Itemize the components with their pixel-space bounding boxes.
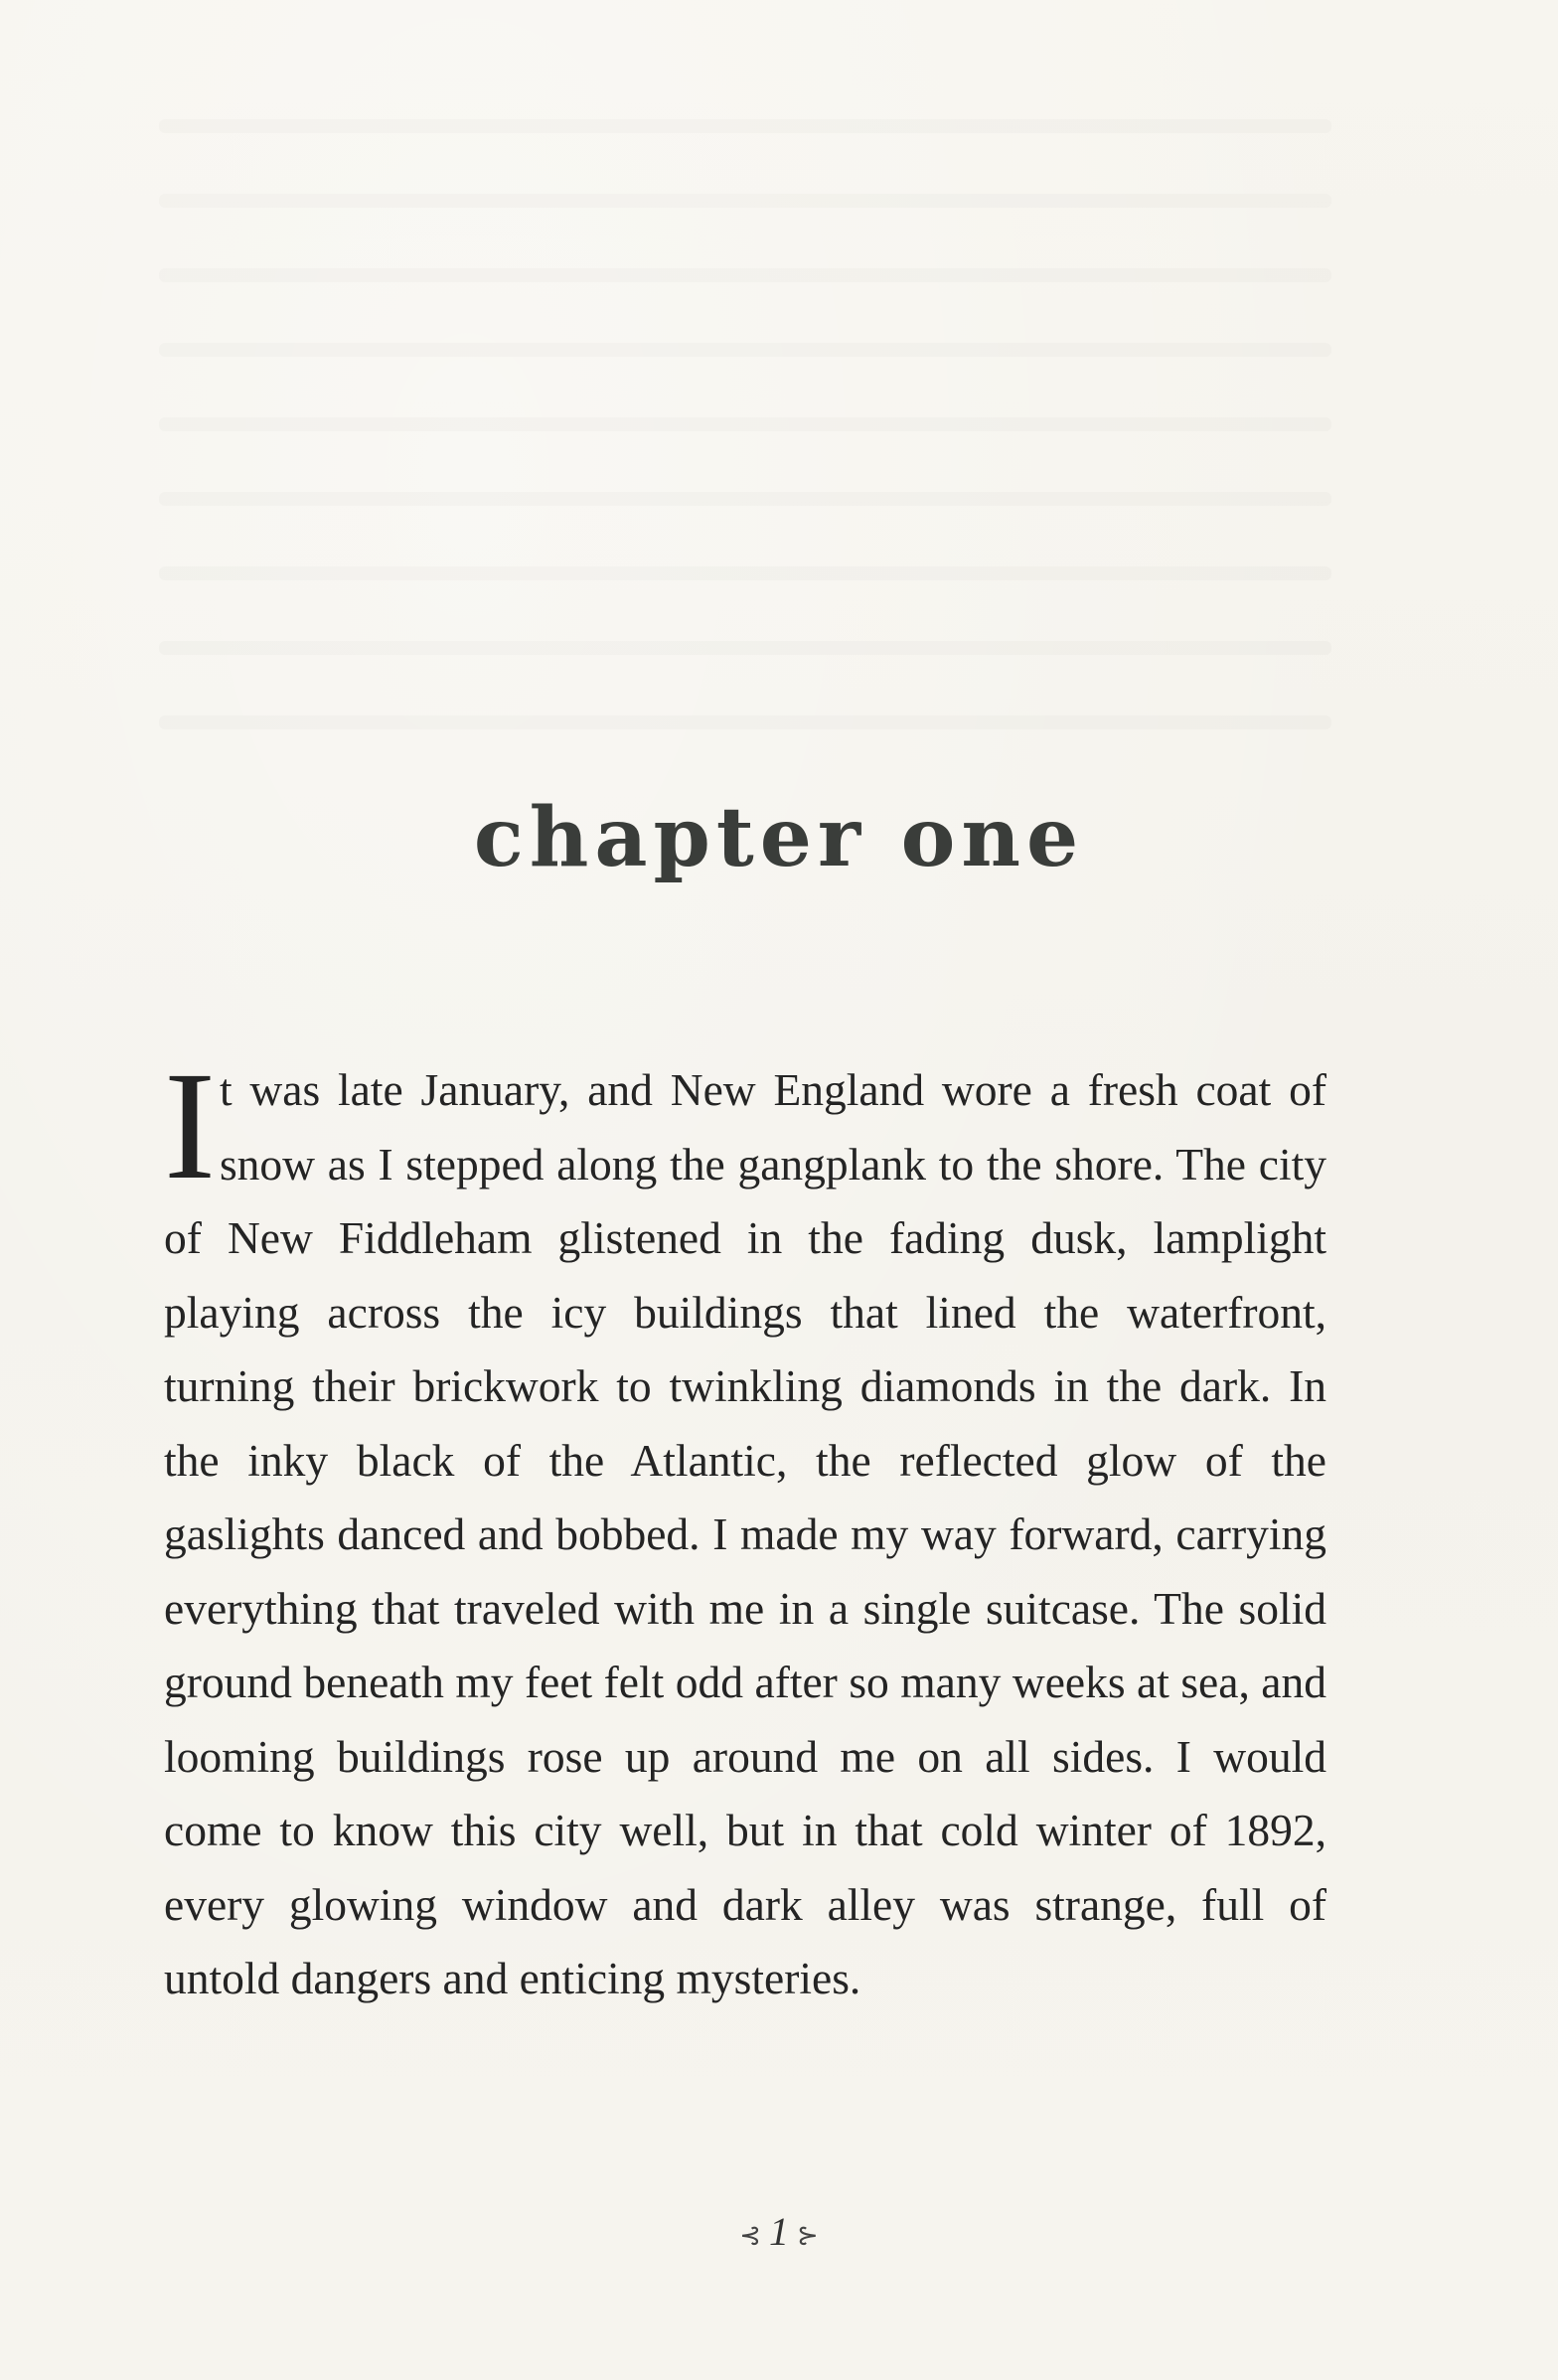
show-through-line <box>159 417 1331 431</box>
show-through-line <box>159 492 1331 506</box>
page-number: 1 <box>769 2209 789 2254</box>
body-paragraph <box>164 1039 1326 2016</box>
show-through-line <box>159 641 1331 655</box>
chapter-title: chapter one <box>473 790 1085 885</box>
right-ornament-icon: ⊱ <box>797 2220 819 2250</box>
paragraph-text: t was late January, and New England wore a fresh coat of snow as I stepped along the gangplank to the shore. The city of New Fiddleham glistened in the fading dusk, lamplight playing across the icy buildings that lined the waterfront, turning their brickwork to twinkling diamonds in the dark. In the inky black of the Atlantic, the reflected glow of the gaslights danced and bobbed. I made my way forward, carrying everything that traveled with me in a single suitcase. The solid ground beneath my feet felt odd after so many weeks at sea, and looming buildings rose up around me on all sides. I would come to know this city well, but in that cold winter of 1892, every glowing window and dark alley was strange, full of untold dangers and enticing mysteries. <box>164 1064 1326 2003</box>
show-through-line <box>159 566 1331 580</box>
show-through-line <box>159 119 1331 133</box>
drop-cap: I <box>164 1039 216 1211</box>
show-through-line <box>159 194 1331 208</box>
left-ornament-icon: ⊰ <box>739 2220 761 2250</box>
show-through-line <box>159 343 1331 357</box>
show-through-line <box>159 715 1331 729</box>
page-footer <box>0 2208 1558 2255</box>
show-through-line <box>159 268 1331 282</box>
